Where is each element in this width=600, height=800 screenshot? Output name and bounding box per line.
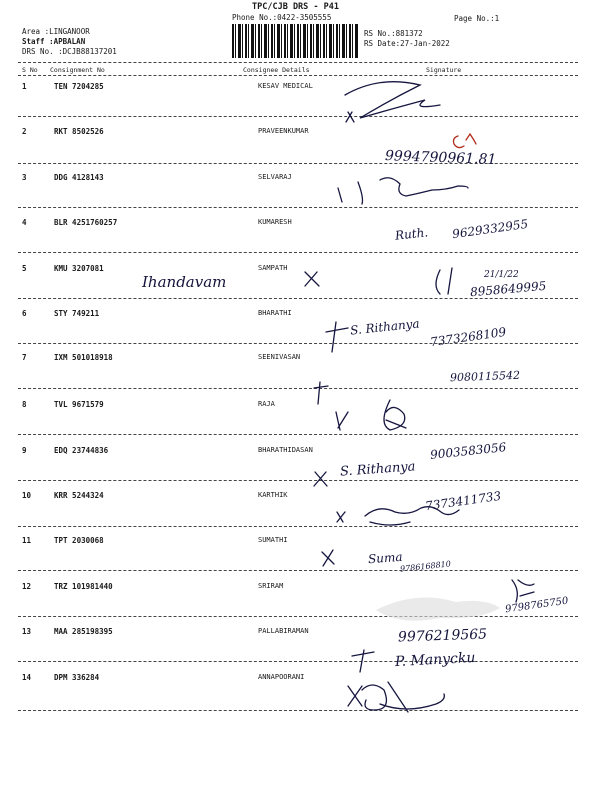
signature-row-9 <box>314 472 327 486</box>
correction-mark <box>454 134 477 148</box>
row-consignment-number: EDQ 23744836 <box>54 446 109 455</box>
row-serial-number: 14 <box>22 673 32 682</box>
handwritten-phone-row5: 8958649995 <box>469 278 547 300</box>
area-label: Area :LINGANOOR <box>22 27 90 36</box>
row-serial-number: 10 <box>22 491 32 500</box>
handwritten-name-row4: Ruth. <box>394 225 429 243</box>
row-consignment-number: DDG 4128143 <box>54 173 104 182</box>
row-consignment-number: MAA 285198395 <box>54 627 113 636</box>
signature-row-8 <box>336 400 406 430</box>
row-consignment-number: STY 749211 <box>54 309 100 318</box>
handwritten-phone-row6: 7373268109 <box>429 324 507 350</box>
handwritten-phone-row7: 9080115542 <box>449 368 521 385</box>
handwritten-phone-row4: 9629332955 <box>451 216 529 242</box>
row-serial-number: 12 <box>22 582 32 591</box>
row-consignment-number: TRZ 101981440 <box>54 582 113 591</box>
row-serial-number: 7 <box>22 353 27 362</box>
handwritten-phone-row10: 7373411733 <box>424 488 502 514</box>
signature-row-12 <box>512 580 534 602</box>
smudge-blot <box>376 598 500 621</box>
row-serial-number: 1 <box>22 82 27 91</box>
handwritten-name-row6: S. Rithanya <box>349 316 421 338</box>
column-consignee: Consignee Details <box>243 66 310 74</box>
drs-number: DRS No. :DCJB88137201 <box>22 47 117 56</box>
signature-row-5 <box>305 268 452 294</box>
page-number: Page No.:1 <box>454 14 500 23</box>
column-sno: S No <box>22 66 38 74</box>
row-consignment-number: KMU 3207081 <box>54 264 104 273</box>
row-consignee-name: KESAV MEDICAL <box>258 82 313 90</box>
document-title: TPC/CJB DRS - P41 <box>252 2 339 12</box>
handwritten-phone-row3: 9994790961.81 <box>384 148 497 168</box>
handwritten-name-row9: S. Rithanya <box>339 459 416 480</box>
handwritten-date-row5: 21/1/22 <box>484 270 519 280</box>
row-consignee-name: ANNAPOORANI <box>258 673 305 681</box>
row-serial-number: 3 <box>22 173 27 182</box>
row-consignee-name: BHARATHI <box>258 309 292 317</box>
signature-row-6 <box>326 322 348 352</box>
signature-row-3 <box>338 178 468 204</box>
row-serial-number: 13 <box>22 627 32 636</box>
row-consignee-name: SELVARAJ <box>258 173 292 181</box>
row-consignee-name: PRAVEENKUMAR <box>258 127 309 135</box>
handwritten-phone-row11: 9786168810 <box>399 559 452 574</box>
row-serial-number: 6 <box>22 309 27 318</box>
signature-row-1 <box>345 82 440 122</box>
row-consignment-number: TPT 2030068 <box>54 536 104 545</box>
signature-row-13 <box>352 650 374 672</box>
handwritten-name-row5: Ihandavam <box>142 273 227 291</box>
row-consignment-number: TEN 7204285 <box>54 82 104 91</box>
row-consignee-name: SRIRAM <box>258 582 284 590</box>
rs-date: RS Date:27-Jan-2022 <box>364 39 450 48</box>
row-consignment-number: KRR 5244324 <box>54 491 104 500</box>
row-consignment-number: BLR 4251760257 <box>54 218 118 227</box>
handwritten-name-row13: P. Manycku <box>394 649 476 671</box>
row-consignee-name: PALLABIRAMAN <box>258 627 309 635</box>
row-consignee-name: RAJA <box>258 400 275 408</box>
row-consignee-name: SAMPATH <box>258 264 288 272</box>
row-serial-number: 11 <box>22 536 32 545</box>
row-serial-number: 5 <box>22 264 27 273</box>
row-consignee-name: SUMATHI <box>258 536 288 544</box>
row-consignment-number: TVL 9671579 <box>54 400 104 409</box>
signature-row-11 <box>322 550 334 566</box>
row-consignment-number: DPM 336284 <box>54 673 100 682</box>
handwritten-phone-row13: 9976219565 <box>397 626 488 646</box>
handwritten-phone-row12: 9798765750 <box>504 595 570 616</box>
row-consignee-name: SEENIVASAN <box>258 353 301 361</box>
column-consignment: Consignment No <box>50 66 105 74</box>
row-consignment-number: RKT 8502526 <box>54 127 104 136</box>
row-consignee-name: KUMARESH <box>258 218 292 226</box>
row-serial-number: 2 <box>22 127 27 136</box>
handwritten-name-row11: Suma <box>367 549 403 567</box>
row-serial-number: 9 <box>22 446 27 455</box>
handwritten-phone-row9: 9003583056 <box>429 440 507 462</box>
row-serial-number: 4 <box>22 218 27 227</box>
staff-label: Staff :APBALAN <box>22 37 86 46</box>
signature-row-7 <box>314 382 328 404</box>
rs-number: RS No.:881372 <box>364 29 423 38</box>
phone-number: Phone No.:0422-3505555 <box>232 13 332 22</box>
row-consignee-name: KARTHIK <box>258 491 288 499</box>
row-consignment-number: IXM 501018918 <box>54 353 113 362</box>
row-consignee-name: BHARATHIDASAN <box>258 446 313 454</box>
signature-row-14 <box>348 682 444 712</box>
row-serial-number: 8 <box>22 400 27 409</box>
column-signature: Signature <box>426 66 462 74</box>
